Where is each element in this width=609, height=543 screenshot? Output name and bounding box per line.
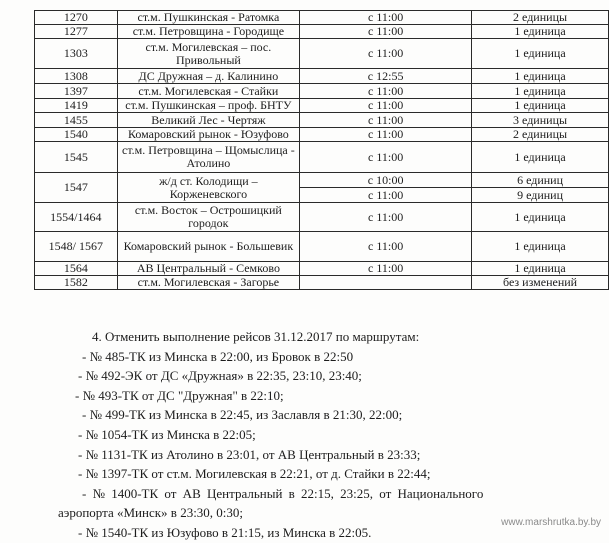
route-number: 1270 (35, 11, 118, 25)
route-name: Комаровский рынок - Юзуфово (117, 128, 300, 142)
vehicle-count: 1 единица (472, 99, 609, 113)
route-name: ст.м. Пушкинская – проф. БНТУ (117, 99, 300, 113)
notice-line: - № 492-ЭК от ДС «Дружная» в 22:35, 23:10, 23:40; (78, 368, 362, 384)
vehicle-count: 2 единицы (472, 11, 609, 25)
start-time: с 11:00 (300, 84, 472, 99)
notice-line: - № 1131-ТК из Атолино в 23:01, от АВ Центральный в 23:33; (78, 446, 421, 462)
table-row (35, 113, 609, 128)
route-number: 1564 (35, 262, 118, 276)
start-time: с 11:00 (300, 188, 472, 203)
start-time: с 11:00 (300, 142, 472, 173)
notice-line: - № 1397-ТК от ст.м. Могилевская в 22:21, от д. Стайки в 22:44; (78, 466, 431, 482)
route-name: ст.м. Могилевская – пос. Привольный (117, 39, 300, 69)
route-number: 1545 (35, 142, 118, 173)
notice-line: - № 1054-ТК из Минска в 22:05; (78, 426, 256, 442)
route-number: 1419 (35, 99, 118, 113)
table-row (35, 39, 609, 69)
route-name: ж/д ст. Колодищи – Корженевского (117, 173, 300, 203)
notice-line: - № 493-ТК от ДС "Дружная" в 22:10; (75, 387, 284, 403)
notice-line: - № 1400-ТК от АВ Центральный в 22:15, 23:25, от Национального (82, 485, 484, 501)
route-number: 1308 (35, 69, 118, 84)
table-row (35, 232, 609, 262)
site-watermark: www.marshrutka.by.by (501, 517, 601, 528)
route-number: 1548/ 1567 (35, 232, 118, 262)
route-name: ст.м. Петровщина - Городище (117, 25, 300, 39)
table-row (35, 276, 609, 290)
start-time: с 11:00 (300, 99, 472, 113)
route-number: 1455 (35, 113, 118, 128)
routes-table (34, 10, 609, 290)
table-row (35, 173, 609, 188)
vehicle-count: 1 единица (472, 232, 609, 262)
route-name: ст.м. Петровщина – Щомыслица - Атолино (117, 142, 300, 173)
notice-line: - № 485-ТК из Минска в 22:00, из Бровок в 22:50 (82, 348, 354, 364)
vehicle-count: 1 единица (472, 69, 609, 84)
start-time: с 10:00 (300, 173, 472, 188)
route-number: 1277 (35, 25, 118, 39)
cancellation-notice (58, 327, 598, 543)
route-name: ст.м. Могилевская - Стайки (117, 84, 300, 99)
route-name: Комаровский рынок - Большевик (117, 232, 300, 262)
route-number: 1397 (35, 84, 118, 99)
table-row (35, 69, 609, 84)
route-number: 1540 (35, 128, 118, 142)
start-time (300, 276, 472, 290)
vehicle-count: 1 единица (472, 39, 609, 69)
route-name: ДС Дружная – д. Калинино (117, 69, 300, 84)
notice-line: аэропорта «Минск» в 23:30, 0:30; (58, 505, 244, 521)
start-time: с 11:00 (300, 39, 472, 69)
vehicle-count: 6 единиц (472, 173, 609, 188)
table-row (35, 142, 609, 173)
start-time: с 11:00 (300, 128, 472, 142)
start-time: с 12:55 (300, 69, 472, 84)
route-number: 1582 (35, 276, 118, 290)
start-time: с 11:00 (300, 232, 472, 262)
vehicle-count: 1 единица (472, 142, 609, 173)
route-number: 1547 (35, 173, 118, 203)
notice-line: - № 499-ТК из Минска в 22:45, из Заславля в 21:30, 22:00; (82, 407, 403, 423)
notice-heading: 4. Отменить выполнение рейсов 31.12.2017 по маршрутам: (92, 329, 420, 344)
table-row (35, 11, 609, 25)
start-time: с 11:00 (300, 25, 472, 39)
vehicle-count: без изменений (472, 276, 609, 290)
table-row (35, 128, 609, 142)
start-time: с 11:00 (300, 113, 472, 128)
vehicle-count: 1 единица (472, 203, 609, 232)
route-name: Великий Лес - Чертяж (117, 113, 300, 128)
vehicle-count: 1 единица (472, 262, 609, 276)
route-name: АВ Центральный - Семково (117, 262, 300, 276)
start-time: с 11:00 (300, 203, 472, 232)
vehicle-count: 3 единицы (472, 113, 609, 128)
start-time: с 11:00 (300, 262, 472, 276)
route-number: 1303 (35, 39, 118, 69)
vehicle-count: 1 единица (472, 25, 609, 39)
table-row (35, 203, 609, 232)
table-row (35, 25, 609, 39)
notice-line: - № 1540-ТК из Юзуфово в 21:15, из Минска в 22:05. (78, 524, 372, 540)
vehicle-count: 9 единиц (472, 188, 609, 203)
start-time: с 11:00 (300, 11, 472, 25)
table-row (35, 262, 609, 276)
vehicle-count: 1 единица (472, 84, 609, 99)
vehicle-count: 2 единицы (472, 128, 609, 142)
table-row (35, 99, 609, 113)
table-row (35, 84, 609, 99)
route-number: 1554/1464 (35, 203, 118, 232)
route-name: ст.м. Пушкинская - Ратомка (117, 11, 300, 25)
route-name: ст.м. Восток – Острошицкий городок (117, 203, 300, 232)
route-name: ст.м. Могилевская - Загорье (117, 276, 300, 290)
